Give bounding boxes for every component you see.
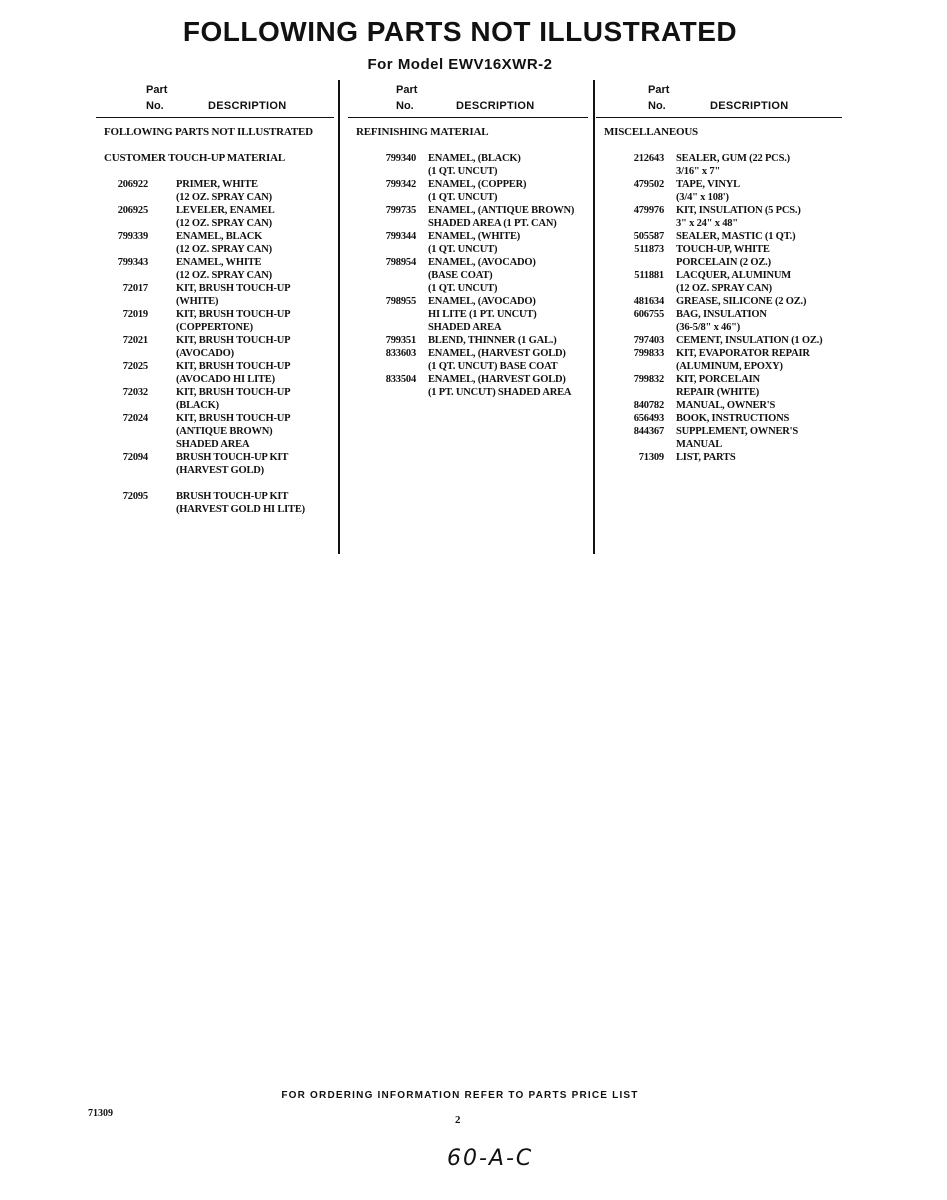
ordering-footer: FOR ORDERING INFORMATION REFER TO PARTS PRICE LIST bbox=[281, 1090, 639, 1101]
part-number: 72032 bbox=[122, 387, 148, 398]
page-title: FOLLOWING PARTS NOT ILLUSTRATED bbox=[182, 16, 738, 47]
header-rule bbox=[348, 117, 588, 118]
part-description: GREASE, SILICONE (2 OZ.) bbox=[676, 296, 807, 307]
part-number: 72024 bbox=[122, 413, 148, 424]
part-number: 212643 bbox=[633, 153, 664, 164]
part-description: (WHITE) bbox=[176, 296, 219, 307]
part-number: 71309 bbox=[638, 452, 664, 463]
part-description: BAG, INSULATION bbox=[676, 309, 767, 320]
part-description: (1 QT. UNCUT) bbox=[428, 244, 498, 255]
part-number: 797403 bbox=[633, 335, 664, 346]
page-number: 2 bbox=[455, 1114, 461, 1126]
part-number: 206925 bbox=[117, 205, 148, 216]
part-description: ENAMEL, (HARVEST GOLD) bbox=[428, 348, 566, 359]
part-description: LACQUER, ALUMINUM bbox=[676, 270, 792, 281]
part-description: PRIMER, WHITE bbox=[176, 179, 258, 190]
part-description: (1 QT. UNCUT) BASE COAT bbox=[428, 361, 558, 372]
parts-column-3 bbox=[604, 84, 844, 463]
part-description: (1 QT. UNCUT) bbox=[428, 166, 498, 177]
part-description: MANUAL, OWNER'S bbox=[676, 400, 776, 411]
header-no: No. bbox=[648, 100, 666, 112]
part-description: 3" x 24" x 48" bbox=[676, 218, 738, 229]
parts-column-1 bbox=[104, 84, 340, 515]
part-description: ENAMEL, BLACK bbox=[176, 231, 263, 242]
section-title: FOLLOWING PARTS NOT ILLUSTRATED bbox=[104, 126, 313, 138]
part-description: (1 PT. UNCUT) SHADED AREA bbox=[428, 387, 572, 398]
part-number: 799832 bbox=[633, 374, 664, 385]
header-description: DESCRIPTION bbox=[710, 100, 789, 112]
part-description: KIT, BRUSH TOUCH-UP bbox=[176, 387, 291, 398]
part-description: SHADED AREA bbox=[428, 322, 502, 333]
part-number: 799351 bbox=[385, 335, 416, 346]
header-part: Part bbox=[146, 84, 168, 96]
section-title: REFINISHING MATERIAL bbox=[356, 126, 489, 138]
part-number: 840782 bbox=[633, 400, 664, 411]
part-description: (12 OZ. SPRAY CAN) bbox=[176, 192, 272, 203]
part-description: TAPE, VINYL bbox=[676, 179, 740, 190]
part-number: 505587 bbox=[633, 231, 664, 242]
part-number: 72095 bbox=[122, 491, 148, 502]
part-description: BLEND, THINNER (1 GAL.) bbox=[428, 335, 557, 346]
part-description: (12 OZ. SPRAY CAN) bbox=[176, 218, 272, 229]
part-description: LEVELER, ENAMEL bbox=[176, 205, 275, 216]
part-description: (ALUMINUM, EPOXY) bbox=[676, 361, 783, 372]
footer-code: 71309 bbox=[88, 1108, 113, 1119]
part-number: 844367 bbox=[633, 426, 664, 437]
part-number: 799339 bbox=[117, 231, 148, 242]
part-number: 798955 bbox=[385, 296, 416, 307]
part-description: 3/16" x 7" bbox=[676, 166, 721, 177]
header-no: No. bbox=[146, 100, 164, 112]
part-description: KIT, BRUSH TOUCH-UP bbox=[176, 283, 291, 294]
part-number: 606755 bbox=[633, 309, 664, 320]
model-subtitle: For Model EWV16XWR-2 bbox=[367, 56, 553, 73]
part-description: HI LITE (1 PT. UNCUT) bbox=[428, 309, 537, 320]
column-header bbox=[604, 84, 844, 116]
part-description: (HARVEST GOLD) bbox=[176, 465, 264, 476]
part-description: SHADED AREA bbox=[176, 439, 250, 450]
part-number: 799833 bbox=[633, 348, 664, 359]
part-description: (3/4" x 108') bbox=[676, 192, 729, 203]
header-no: No. bbox=[396, 100, 414, 112]
section-title: MISCELLANEOUS bbox=[604, 126, 698, 138]
header-rule bbox=[596, 117, 842, 118]
column-header bbox=[104, 84, 340, 116]
handwritten-note: 60-A-C bbox=[447, 1146, 534, 1171]
part-description: (ANTIQUE BROWN) bbox=[176, 426, 273, 437]
header-rule bbox=[96, 117, 334, 118]
part-number: 656493 bbox=[633, 413, 664, 424]
part-number: 511881 bbox=[634, 270, 664, 281]
part-description: (12 OZ. SPRAY CAN) bbox=[176, 270, 272, 281]
part-description: KIT, BRUSH TOUCH-UP bbox=[176, 361, 291, 372]
part-description: SUPPLEMENT, OWNER'S bbox=[676, 426, 799, 437]
part-number: 72021 bbox=[122, 335, 148, 346]
part-description: (AVOCADO HI LITE) bbox=[176, 374, 275, 385]
part-number: 72017 bbox=[122, 283, 148, 294]
part-description: SEALER, GUM (22 PCS.) bbox=[676, 153, 790, 164]
part-description: SHADED AREA (1 PT. CAN) bbox=[428, 218, 557, 229]
part-number: 799735 bbox=[385, 205, 416, 216]
part-description: (COPPERTONE) bbox=[176, 322, 253, 333]
part-number: 833603 bbox=[385, 348, 416, 359]
part-number: 481634 bbox=[633, 296, 664, 307]
part-description: ENAMEL, (AVOCADO) bbox=[428, 257, 536, 268]
part-description: (AVOCADO) bbox=[176, 348, 234, 359]
part-description: KIT, EVAPORATOR REPAIR bbox=[676, 348, 810, 359]
part-description: KIT, BRUSH TOUCH-UP bbox=[176, 413, 291, 424]
part-number: 72094 bbox=[122, 452, 148, 463]
part-description: (BASE COAT) bbox=[428, 270, 493, 281]
part-number: 72025 bbox=[122, 361, 148, 372]
part-number: 511873 bbox=[634, 244, 664, 255]
part-description: ENAMEL, (HARVEST GOLD) bbox=[428, 374, 566, 385]
part-number: 799343 bbox=[117, 257, 148, 268]
part-number: 799342 bbox=[385, 179, 416, 190]
part-description: (1 QT. UNCUT) bbox=[428, 283, 498, 294]
part-description: MANUAL bbox=[676, 439, 723, 450]
part-description: KIT, PORCELAIN bbox=[676, 374, 760, 385]
header-description: DESCRIPTION bbox=[456, 100, 535, 112]
part-description: BOOK, INSTRUCTIONS bbox=[676, 413, 790, 424]
part-description: (HARVEST GOLD HI LITE) bbox=[176, 504, 305, 515]
part-description: CEMENT, INSULATION (1 OZ.) bbox=[676, 335, 823, 346]
column-divider bbox=[338, 80, 340, 554]
part-description: BRUSH TOUCH-UP KIT bbox=[176, 452, 289, 463]
part-description: BRUSH TOUCH-UP KIT bbox=[176, 491, 289, 502]
part-description: (1 QT. UNCUT) bbox=[428, 192, 498, 203]
part-description: ENAMEL, (BLACK) bbox=[428, 153, 521, 164]
part-description: KIT, BRUSH TOUCH-UP bbox=[176, 335, 291, 346]
part-number: 479976 bbox=[633, 205, 664, 216]
part-description: (12 OZ. SPRAY CAN) bbox=[176, 244, 272, 255]
part-description: ENAMEL, (WHITE) bbox=[428, 231, 521, 242]
part-number: 479502 bbox=[633, 179, 664, 190]
part-number: 799344 bbox=[385, 231, 416, 242]
part-description: ENAMEL, (AVOCADO) bbox=[428, 296, 536, 307]
header-part: Part bbox=[396, 84, 418, 96]
part-description: (BLACK) bbox=[176, 400, 219, 411]
part-number: 206922 bbox=[117, 179, 148, 190]
part-description: KIT, INSULATION (5 PCS.) bbox=[676, 205, 801, 216]
part-description: PORCELAIN (2 OZ.) bbox=[676, 257, 771, 268]
part-number: 798954 bbox=[385, 257, 416, 268]
subsection-title: CUSTOMER TOUCH-UP MATERIAL bbox=[104, 152, 286, 164]
part-description: ENAMEL, WHITE bbox=[176, 257, 262, 268]
part-description: LIST, PARTS bbox=[676, 452, 736, 463]
part-description: ENAMEL, (COPPER) bbox=[428, 179, 527, 190]
column-header bbox=[356, 84, 592, 116]
part-number: 833504 bbox=[385, 374, 416, 385]
part-description: REPAIR (WHITE) bbox=[676, 387, 760, 398]
part-description: SEALER, MASTIC (1 QT.) bbox=[676, 231, 796, 242]
part-number: 799340 bbox=[385, 153, 416, 164]
part-description: KIT, BRUSH TOUCH-UP bbox=[176, 309, 291, 320]
parts-column-2 bbox=[356, 84, 592, 398]
part-description: (36-5/8" x 46") bbox=[676, 322, 741, 333]
header-part: Part bbox=[648, 84, 670, 96]
part-description: TOUCH-UP, WHITE bbox=[676, 244, 770, 255]
part-description: (12 OZ. SPRAY CAN) bbox=[676, 283, 772, 294]
part-number: 72019 bbox=[122, 309, 148, 320]
column-divider bbox=[593, 80, 595, 554]
part-description: ENAMEL, (ANTIQUE BROWN) bbox=[428, 205, 575, 216]
header-description: DESCRIPTION bbox=[208, 100, 287, 112]
